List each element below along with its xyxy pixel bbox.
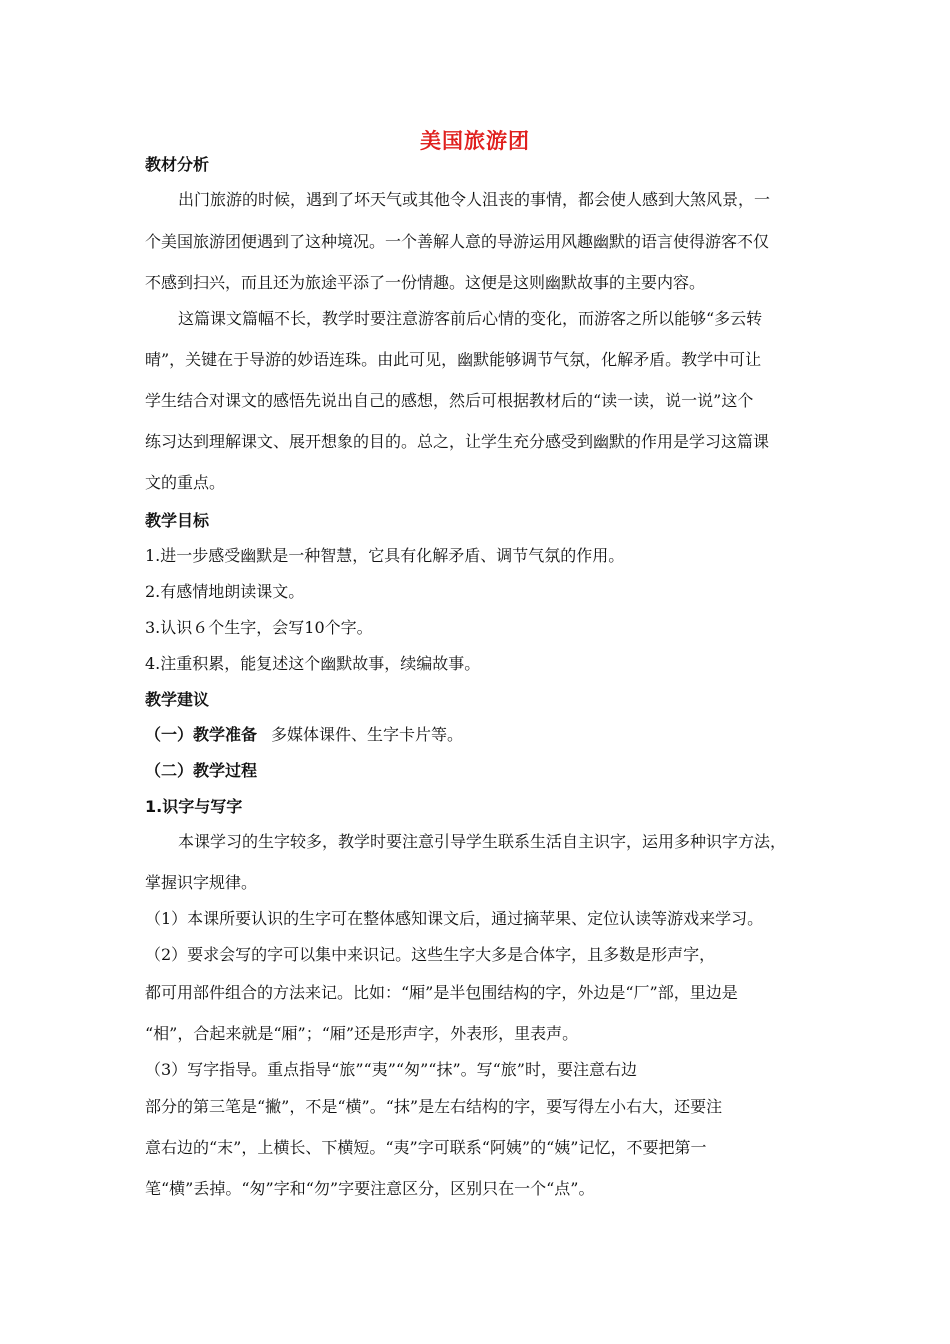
paragraph-line: 个美国旅游团便遇到了这种境况。一个善解人意的导游运用风趣幽默的语言使得游客不仅: [145, 232, 770, 251]
list-item: 3.认识６个生字，会写10个字。: [145, 618, 373, 637]
paragraph-line: 部分的第三笔是“撇”，不是“横”。“抹”是左右结构的字，要写得左小右大，还要注: [145, 1097, 723, 1116]
paragraph-line: 意右边的“末”，上横长、下横短。“夷”字可联系“阿姨”的“姨”记忆，不要把第一: [145, 1138, 707, 1157]
paragraph-line: 练习达到理解课文、展开想象的目的。总之，让学生充分感受到幽默的作用是学习这篇课: [145, 432, 770, 451]
process-label: （二）教学过程: [145, 761, 258, 780]
paragraph-line: 这篇课文篇幅不长，教学时要注意游客前后心情的变化，而游客之所以能够“多云转: [178, 309, 763, 328]
paragraph-line: 学生结合对课文的感悟先说出自己的感想，然后可根据教材后的“读一读，说一说”这个: [145, 391, 754, 410]
numbered-item: （2）要求会写的字可以集中来识记。这些生字大多是合体字，且多数是形声字，: [145, 945, 716, 964]
list-item: 1.进一步感受幽默是一种智慧，它具有化解矛盾、调节气氛的作用。: [145, 546, 625, 565]
list-item: 4.注重积累，能复述这个幽默故事，续编故事。: [145, 654, 481, 673]
paragraph-line: “相”，合起来就是“厢”；“厢”还是形声字，外表形，里表声。: [145, 1024, 579, 1043]
numbered-item: （1）本课所要认识的生字可在整体感知课文后，通过摘苹果、定位认读等游戏来学习。: [145, 909, 764, 928]
paragraph-line: 文的重点。: [145, 473, 226, 492]
prep-label: （一）教学准备: [145, 725, 258, 744]
numbered-item: （3）写字指导。重点指导“旅”“夷”“匆”“抹”。写“旅”时，要注意右边: [145, 1060, 637, 1079]
page-title: 美国旅游团: [420, 129, 530, 153]
step-heading: 1.识字与写字: [145, 797, 243, 816]
paragraph-line: 都可用部件组合的方法来记。比如：“厢”是半包围结构的字，外边是“厂”部，里边是: [145, 983, 738, 1002]
section-heading-objectives: 教学目标: [145, 511, 210, 530]
prep-line: [145, 722, 463, 745]
prep-text: 多媒体课件、生字卡片等。: [271, 725, 464, 744]
paragraph-line: 笔“横”丢掉。“匆”字和“勿”字要注意区分，区别只在一个“点”。: [145, 1179, 595, 1198]
list-item: 2.有感情地朗读课文。: [145, 582, 305, 601]
paragraph-line: 本课学习的生字较多，教学时要注意引导学生联系生活自主识字，运用多种识字方法，: [178, 832, 787, 851]
section-heading-analysis: 教材分析: [145, 155, 210, 174]
section-heading-suggestions: 教学建议: [145, 690, 210, 709]
paragraph-line: 掌握识字规律。: [145, 873, 258, 892]
paragraph-line: 出门旅游的时候，遇到了坏天气或其他令人沮丧的事情，都会使人感到大煞风景，一: [178, 190, 771, 209]
paragraph-line: 晴”，关键在于导游的妙语连珠。由此可见，幽默能够调节气氛，化解矛盾。教学中可让: [145, 350, 762, 369]
paragraph-line: 不感到扫兴，而且还为旅途平添了一份情趣。这便是这则幽默故事的主要内容。: [145, 273, 706, 292]
